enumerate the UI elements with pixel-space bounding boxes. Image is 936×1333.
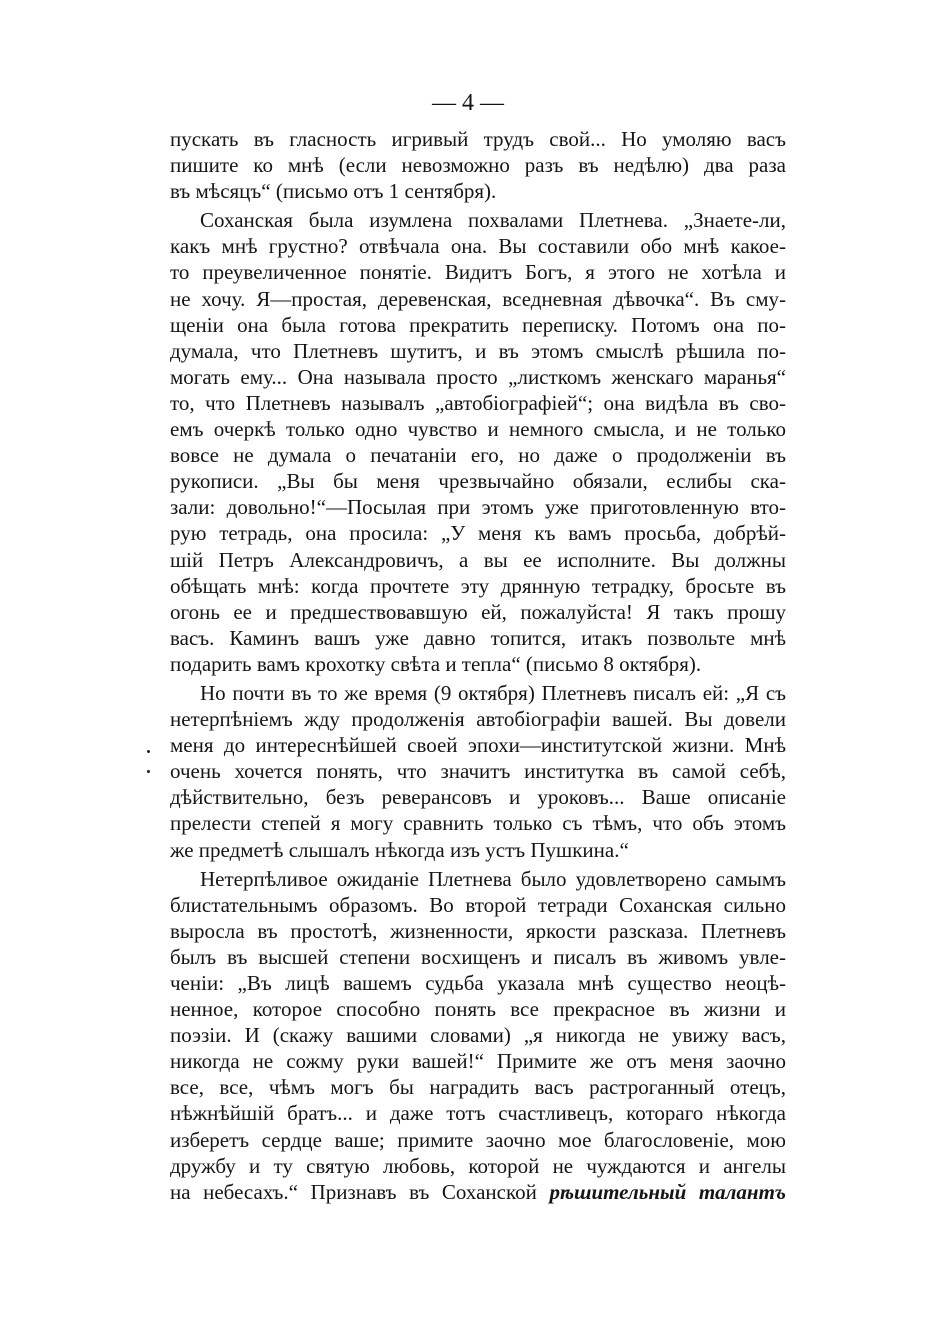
margin-mark [147,770,150,773]
text-line: прелести степей я могу сравнить только съ тѣмъ, что объ этомъ [170,811,786,836]
text-line: могать ему... Она называла просто „листкомъ женскаго маранья“ [170,364,786,389]
text-line: дѣйствительно, безъ реверансовъ и уроковъ... Ваше описаніе [170,785,786,810]
text-line: рукописи. „Вы бы меня чрезвычайно обязали, еслибы ска- [170,469,786,494]
text-line: изберетъ сердце ваше; примите заочно мое благословеніе, мою [170,1127,786,1152]
text-line: выросла въ простотѣ, жизненности, яркости разсказа. Плетневъ [170,918,786,943]
text-line: поэзіи. И (скажу вашими словами) „я никогда не увижу васъ, [170,1023,786,1048]
text-line: щеніи она была готова прекратить переписку. Потомъ она по- [170,312,786,337]
text-line: думала, что Плетневъ шутитъ, и въ этомъ смыслѣ рѣшила по- [170,338,786,363]
body-text [170,126,786,1205]
text-line: емъ очеркѣ только одно чувство и немного смысла, и не только [170,417,786,442]
text-line: блистательнымъ образомъ. Во второй тетради Соханская сильно [170,892,786,917]
margin-mark [147,750,150,753]
text-line: былъ въ высшей степени восхищенъ и писалъ въ живомъ увле- [170,944,786,969]
text-line: зали: довольно!“—Посылая при этомъ уже приготовленную вто- [170,495,786,520]
text-line: подарить вамъ крохотку свѣта и тепла“ (письмо 8 октября). [170,651,702,676]
text-line: пишите ко мнѣ (если невозможно разъ въ недѣлю) два раза [170,153,786,178]
text-line: никогда не сожму руки вашей!“ Примите же отъ меня заочно [170,1049,786,1074]
text-line: же предметѣ слышалъ нѣкогда изъ устъ Пушкина.“ [170,837,629,862]
text-line: очень хочется понять, что значитъ институтка въ самой себѣ, [170,759,786,784]
text-line: то, что Плетневъ называлъ „автобіографіей“; она видѣла въ сво- [170,390,786,415]
text-line: нѣжнѣйшій братъ... и даже тотъ счастливецъ, котораго нѣкогда [170,1101,786,1126]
text-line: шій Петръ Александровичъ, а вы ее исполните. Вы должны [170,547,786,572]
text-line: васъ. Каминъ вашъ уже давно топится, итакъ позвольте мнѣ [170,625,786,650]
text-line-last [170,1179,786,1205]
text-line: огонь ее и предшествовавшую ей, пожалуйста! Я такъ прошу [170,599,786,624]
text-line: дружбу и ту святую любовь, которой не чуждаются и ангелы [170,1153,786,1178]
emphasized-phrase: рѣшительный талантъ [549,1179,786,1204]
text-line: Соханская была изумлена похвалами Плетнева. „Знаете-ли, [200,208,786,233]
text-line: обѣщать мнѣ: когда прочтете эту дрянную тетрадку, бросьте въ [170,573,786,598]
text-line: Нетерпѣливое ожиданіе Плетнева было удовлетворено самымъ [200,866,786,891]
text-line: вовсе не думала о печатаніи его, но даже о продолженіи въ [170,443,786,468]
text-line: нетерпѣніемъ жду продолженія автобіографіи вашей. Вы довели [170,707,786,732]
text-line: ненное, которое способно понять все прекрасное въ жизни и [170,997,786,1022]
text-line: то преувеличенное понятіе. Видитъ Богъ, я этого не хотѣла и [170,260,786,285]
text-line: рую тетрадь, она просила: „У меня къ вамъ просьба, добрѣй- [170,521,786,546]
text-line: меня до интереснѣйшей своей эпохи—институтской жизни. Мнѣ [170,733,786,758]
text-line: пускать въ гласность игривый трудъ свой... Но умоляю васъ [170,127,786,151]
text-line: какъ мнѣ грустно? отвѣчала она. Вы составили обо мнѣ какое- [170,234,786,259]
text-line: ченіи: „Въ лицѣ вашемъ судьба указала мнѣ существо неоцѣ- [170,971,786,995]
text-line: Но почти въ то же время (9 октября) Плетневъ писалъ ей: „Я съ [200,680,786,705]
text-line-segment: на небесахъ.“ Признавъ въ Соханской [170,1179,537,1204]
page-number-header: — 4 — [432,90,504,116]
text-line: не хочу. Я—простая, деревенская, вседневная дѣвочка“. Въ сму- [170,286,786,311]
text-line: все, все, чѣмъ могъ бы наградить васъ растроганный отецъ, [170,1075,786,1100]
text-line: въ мѣсяцъ“ (письмо отъ 1 сентября). [170,179,497,204]
